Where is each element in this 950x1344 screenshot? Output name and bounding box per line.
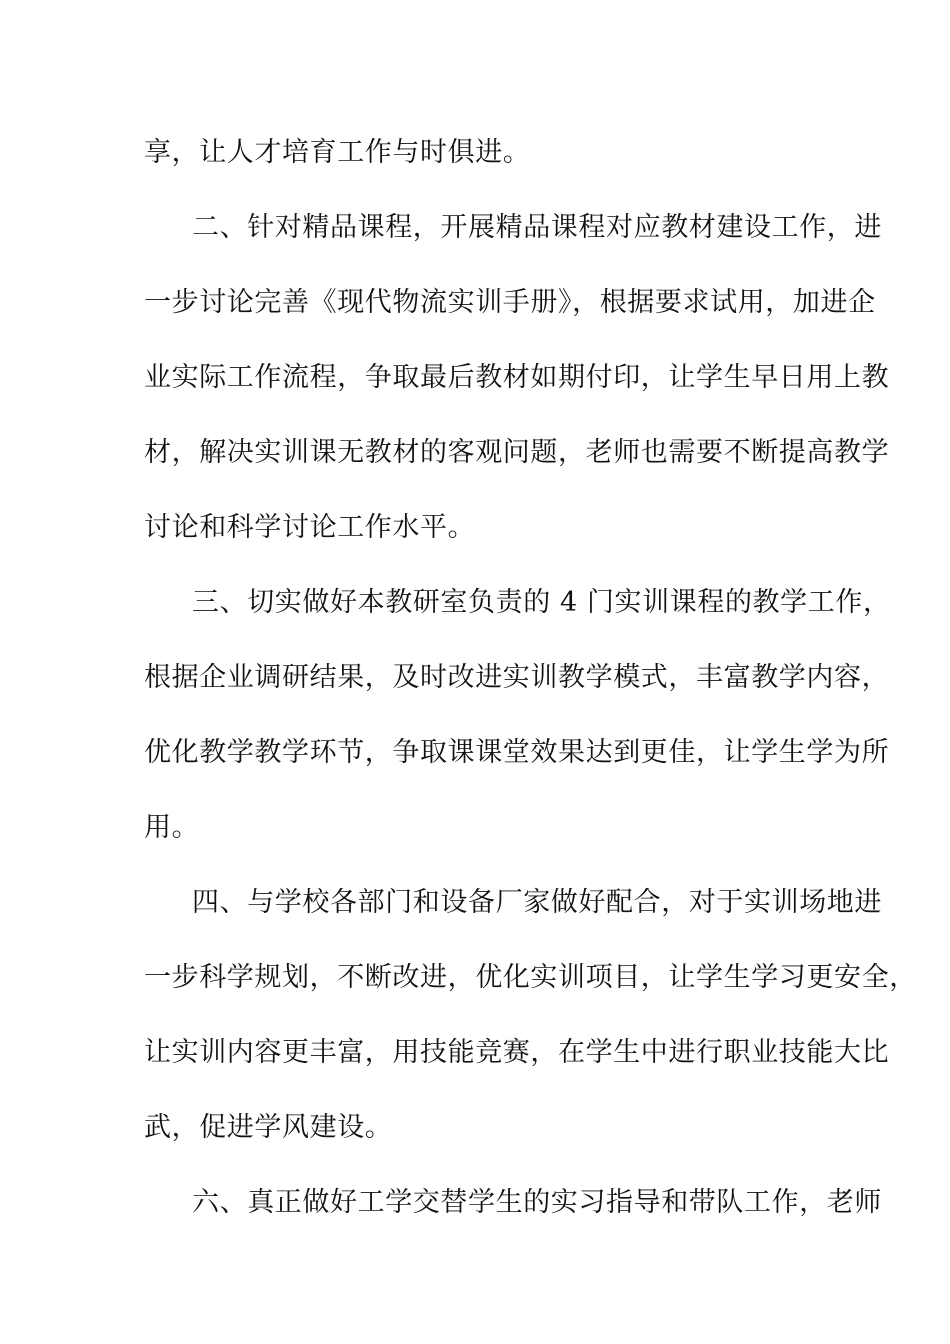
text-line: 用。 [144,812,200,843]
text-line: 业实际工作流程，争取最后教材如期付印，让学生早日用上教 [144,362,890,393]
body-text [144,128,917,1253]
text-line: 享，让人才培育工作与时俱进。 [144,137,531,168]
paragraph-start-line: 二、针对精品课程，开展精品课程对应教材建设工作，进 [192,212,882,243]
text-line: 武，促进学风建设。 [144,1112,393,1143]
text-line: 优化教学教学环节，争取课课堂效果达到更佳，让学生学为所 [144,737,890,768]
text-line: 一步科学规划，不断改进，优化实训项目，让学生学习更安全， [144,962,917,993]
text-line: 材，解决实训课无教材的客观问题，老师也需要不断提高教学 [144,437,890,468]
text-line: 讨论和科学讨论工作水平。 [144,512,476,543]
paragraph-start-line: 六、真正做好工学交替学生的实习指导和带队工作，老师 [192,1187,882,1218]
paragraph-start-line: 三、切实做好本教研室负责的 4 门实训课程的教学工作， [192,587,891,618]
text-line: 让实训内容更丰富，用技能竞赛，在学生中进行职业技能大比 [144,1037,890,1068]
text-line: 根据企业调研结果，及时改进实训教学模式，丰富教学内容， [144,662,890,693]
paragraph-start-line: 四、与学校各部门和设备厂家做好配合，对于实训场地进 [192,887,882,918]
text-line: 一步讨论完善《现代物流实训手册》，根据要求试用，加进企 [144,287,876,318]
